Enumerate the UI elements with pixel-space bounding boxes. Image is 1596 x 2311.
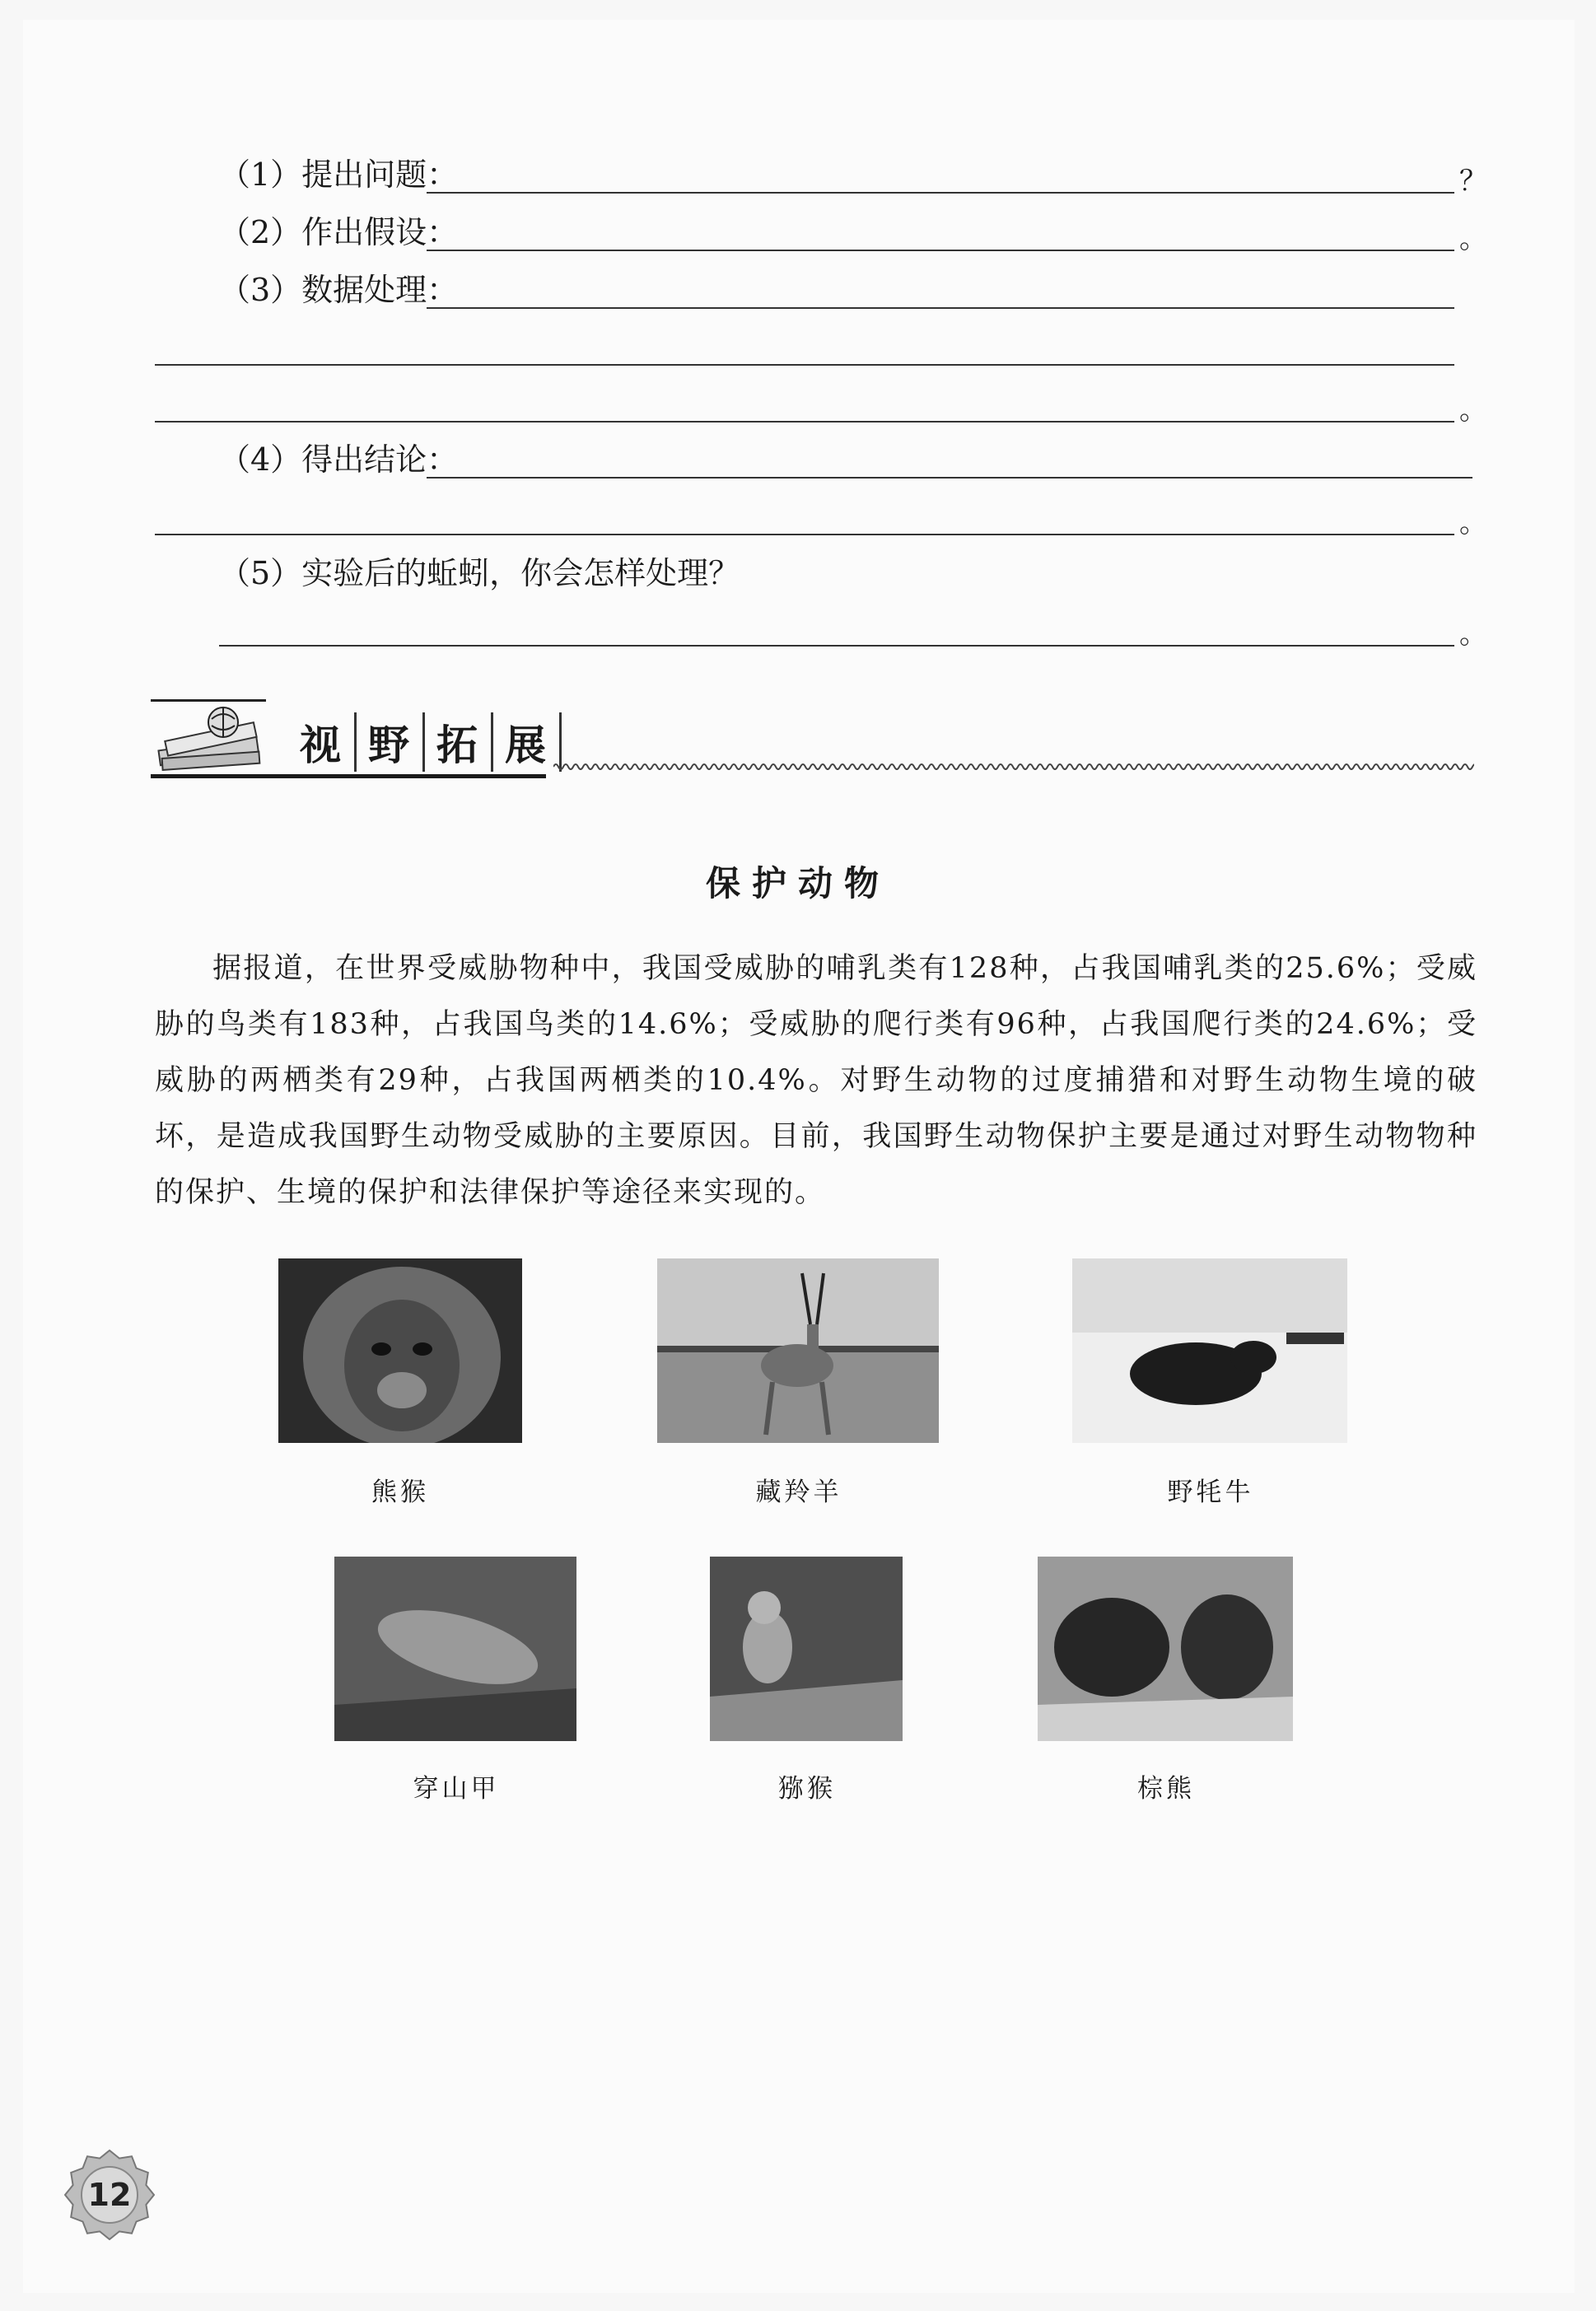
answer-line-3b[interactable] xyxy=(155,364,1454,366)
yak-photo xyxy=(1072,1258,1347,1443)
caption-3: 野牦牛 xyxy=(1167,1478,1254,1507)
rhesus-monkey-photo xyxy=(710,1557,903,1741)
caption-4: 穿山甲 xyxy=(413,1774,500,1804)
banner-char-3: 拓 xyxy=(425,712,493,772)
article-title: 保护动物 xyxy=(705,863,890,903)
answer-line-1[interactable] xyxy=(427,192,1454,194)
question-4-end-mark: 。 xyxy=(1459,507,1487,539)
banner-char-1: 视 xyxy=(288,712,357,772)
question-5-label: （5）实验后的蚯蚓，你会怎样处理？ xyxy=(219,555,740,591)
antelope-photo xyxy=(657,1258,939,1443)
question-2-label: （2）作出假设： xyxy=(219,214,459,250)
banner-char-4: 展 xyxy=(493,712,562,772)
question-1-label: （1）提出问题： xyxy=(219,156,459,193)
wavy-divider xyxy=(553,759,1474,774)
answer-line-3c[interactable] xyxy=(155,421,1454,423)
question-5-end-mark: 。 xyxy=(1459,618,1487,651)
banner-char-2: 野 xyxy=(357,712,425,772)
page-number: 12 xyxy=(87,2177,132,2213)
question-3-end-mark: 。 xyxy=(1459,394,1487,427)
banner-bottom-rule xyxy=(151,774,546,778)
section-banner-title xyxy=(288,713,562,771)
answer-line-4a[interactable] xyxy=(427,477,1472,479)
caption-5: 猕猴 xyxy=(778,1774,836,1804)
question-4-label: （4）得出结论： xyxy=(219,441,459,478)
question-3-label: （3）数据处理： xyxy=(219,272,459,308)
caption-6: 棕熊 xyxy=(1137,1774,1195,1804)
answer-line-4b[interactable] xyxy=(155,534,1454,535)
caption-2: 藏羚羊 xyxy=(755,1478,842,1507)
answer-line-5[interactable] xyxy=(219,645,1454,647)
question-2-end-mark: 。 xyxy=(1459,222,1487,255)
answer-line-3a[interactable] xyxy=(427,307,1454,309)
caption-1: 熊猴 xyxy=(371,1478,429,1507)
answer-line-2[interactable] xyxy=(427,250,1454,251)
books-globe-icon xyxy=(151,701,274,777)
question-1-end-mark: ？ xyxy=(1459,165,1487,198)
pangolin-photo xyxy=(334,1557,576,1741)
brown-bear-photo xyxy=(1038,1557,1293,1741)
article-body: 据报道，在世界受威胁物种中，我国受威胁的哺乳类有128种，占我国哺乳类的25.6%；受威胁的鸟类有183种，占我国鸟类的14.6%；受威胁的爬行类有96种，占我国爬行类的24.6%；受威胁的两栖类有29种，占我国两栖类的10.4%。对野生动物的过度捕猎和对野生动物生境的破坏，是造成我国野生动物受威胁的主要原因。目前，我国野生动物保护主要是通过对野生动物物种的保护、生境的保护和法律保护等途径来实现的。 xyxy=(155,952,1477,1209)
macaque-face-photo xyxy=(278,1258,522,1443)
